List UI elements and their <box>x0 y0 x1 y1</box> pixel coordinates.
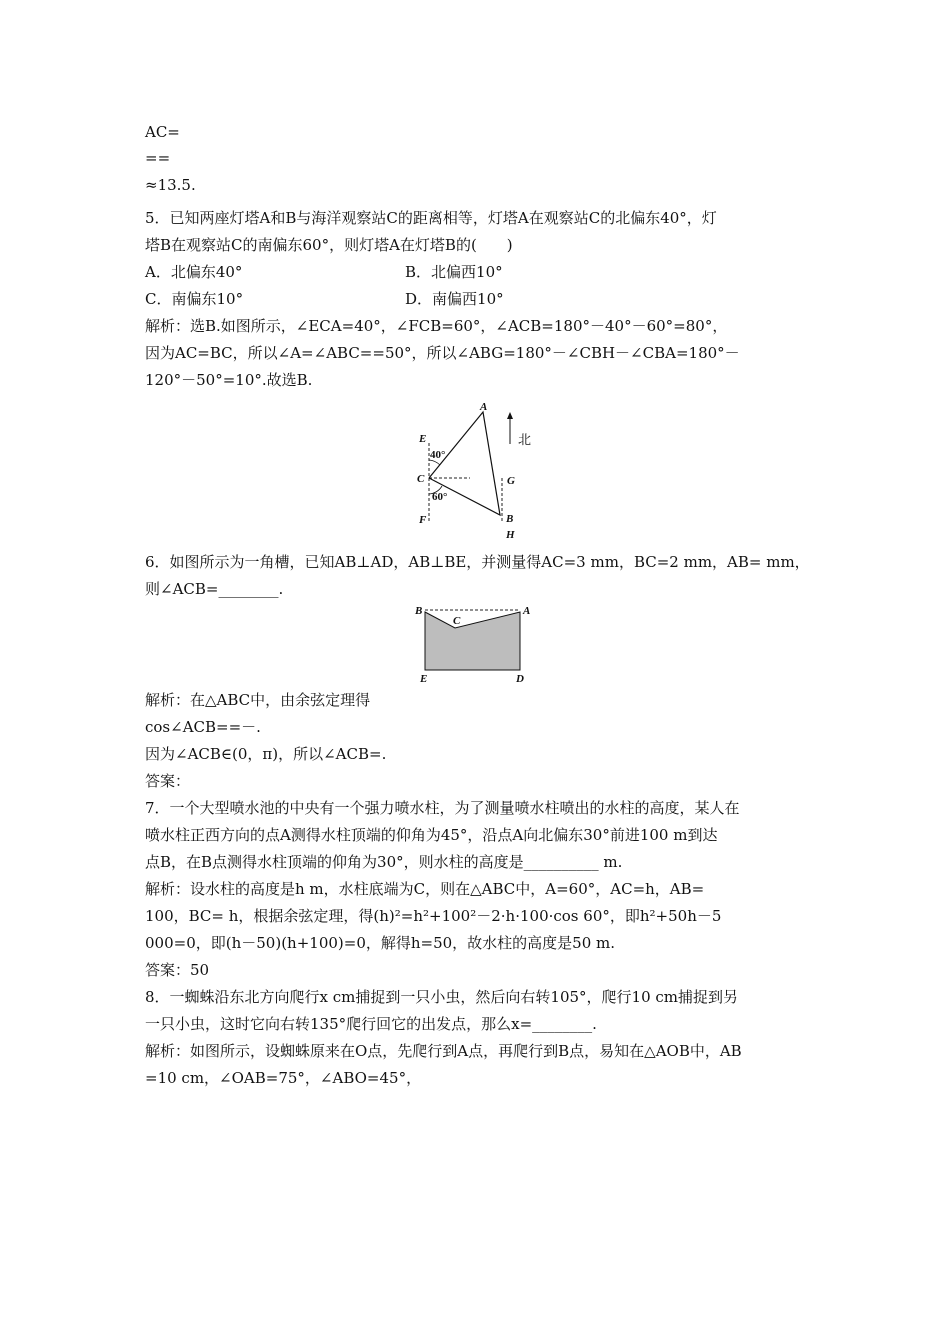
north-label: 北 <box>518 432 532 447</box>
text-line: == <box>145 149 171 167</box>
label-c: C <box>417 473 425 485</box>
problem-7-stem: 喷水柱正西方向的点A测得水柱顶端的仰角为45°，沿点A向北偏东30°前进100 m到达 <box>145 826 718 844</box>
text-line: ≈13.5. <box>145 176 196 194</box>
label-d: D <box>516 673 524 685</box>
solution-8: 解析：如图所示，设蜘蛛原来在O点，先爬行到A点，再爬行到B点，易知在△AOB中，AB <box>145 1042 742 1060</box>
problem-6-stem: 则∠ACB=________. <box>145 580 284 598</box>
label-a: A <box>523 605 531 617</box>
problem-7-stem: 点B，在B点测得水柱顶端的仰角为30°，则水柱的高度是__________ m. <box>145 853 623 871</box>
solution-8: =10 cm，∠OAB=75°，∠ABO=45°， <box>145 1069 422 1087</box>
answer-7: 答案：50 <box>145 961 210 979</box>
option-d: D．南偏西10° <box>405 290 504 308</box>
answer-6: 答案： <box>145 772 191 790</box>
label-e: E <box>419 433 427 445</box>
problem-6-stem: 6．如图所示为一角槽，已知AB⊥AD，AB⊥BE，并测量得AC=3 mm，BC=2 mm，AB= mm， <box>145 553 810 571</box>
solution-7: 100，BC= h，根据余弦定理，得(h)²=h²+100²－2·h·100·cos 60°，即h²+50h－5 <box>145 907 722 925</box>
arrowhead-icon <box>507 412 513 419</box>
problem-5-stem: 5．已知两座灯塔A和B与海洋观察站C的距离相等，灯塔A在观察站C的北偏东40°，灯 <box>145 209 717 227</box>
groove-diagram <box>410 600 540 686</box>
option-a: A．北偏东40° <box>145 263 243 281</box>
problem-8-stem: 8．一蜘蛛沿东北方向爬行x cm捕捉到一只小虫，然后向右转105°，爬行10 cm捕捉到另 <box>145 988 739 1006</box>
option-b: B．北偏西10° <box>405 263 503 281</box>
solution-5: 因为AC=BC，所以∠A=∠ABC==50°，所以∠ABG=180°－∠CBH－∠CBA=180°－ <box>145 344 740 362</box>
groove-shape <box>425 612 520 670</box>
label-f: F <box>419 514 427 526</box>
label-c: C <box>453 615 461 627</box>
label-h: H <box>506 529 515 538</box>
solution-6: 解析：在△ABC中，由余弦定理得 <box>145 691 371 709</box>
option-c: C．南偏东10° <box>145 290 244 308</box>
text-line: AC= <box>145 123 180 141</box>
angle-60-label: 60° <box>432 491 448 503</box>
problem-5-stem: 塔B在观察站C的南偏东60°，则灯塔A在灯塔B的( ) <box>145 236 513 254</box>
label-b: B <box>506 513 514 525</box>
solution-5: 120°－50°=10°.故选B. <box>145 371 313 389</box>
label-a: A <box>480 401 488 413</box>
label-e: E <box>420 673 428 685</box>
problem-8-stem: 一只小虫，这时它向右转135°爬行回它的出发点，那么x=________. <box>145 1015 597 1033</box>
solution-6: cos∠ACB==－. <box>145 718 261 736</box>
solution-6: 因为∠ACB∈(0，π)，所以∠ACB=. <box>145 745 387 763</box>
lighthouse-diagram <box>410 398 550 538</box>
problem-7-stem: 7．一个大型喷水池的中央有一个强力喷水柱，为了测量喷水柱喷出的水柱的高度，某人在 <box>145 799 740 817</box>
solution-7: 000=0，即(h－50)(h+100)=0，解得h=50，故水柱的高度是50 m. <box>145 934 616 952</box>
solution-5: 解析：选B.如图所示，∠ECA=40°，∠FCB=60°，∠ACB=180°－40°－60°=80°， <box>145 317 728 335</box>
label-g: G <box>507 475 515 487</box>
solution-7: 解析：设水柱的高度是h m，水柱底端为C，则在△ABC中，A=60°，AC=h，AB= <box>145 880 705 898</box>
label-b: B <box>415 605 423 617</box>
angle-40-label: 40° <box>430 449 446 461</box>
